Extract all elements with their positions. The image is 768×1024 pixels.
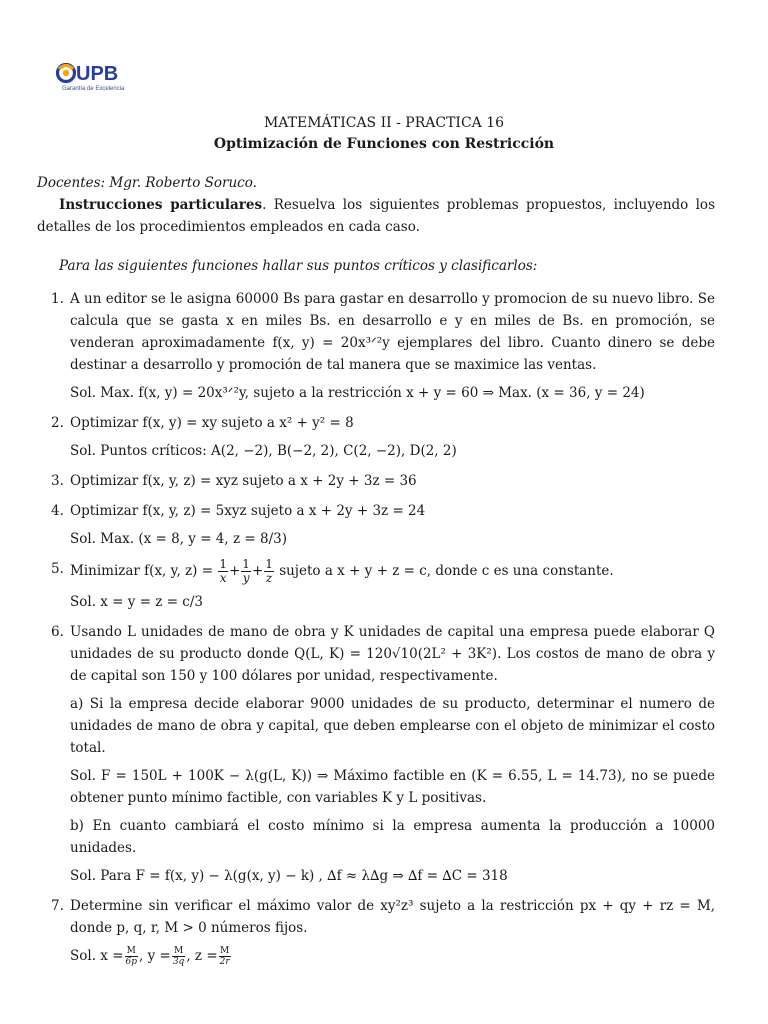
lead-instruction: Para las siguientes funciones hallar sus puntos críticos y clasificarlos: <box>59 258 538 274</box>
practice-subtitle: Optimización de Funciones con Restricción <box>213 136 555 152</box>
instructions-paragraph <box>37 194 715 238</box>
problem-solution: Sol. Max. f(x, y) = 20x³ᐟ²y, sujeto a la restricción x + y = 60 ⇒ Max. (x = 36, y = 24) <box>70 385 645 401</box>
fraction-1-over-y: $\frac{1}{y}$ <box>242 557 250 585</box>
solution-y: , y = <box>139 948 171 964</box>
fraction-1-over-z: $\frac{1}{z}$ <box>265 557 273 585</box>
problem-5 <box>37 558 715 613</box>
problem-number: 5. <box>51 561 64 577</box>
problem-solution <box>70 945 715 967</box>
fraction-m-over-2r: $\frac{M}{2r}$ <box>219 946 230 967</box>
problem-solution-b: Sol. Para F = f(x, y) − λ(g(x, y) − k) , ∆f ≈ λ∆g ⇒ ∆f = ∆C = 318 <box>70 868 508 884</box>
solution-label: Sol. <box>70 948 96 964</box>
problem-number: 3. <box>51 473 64 489</box>
problem-solution: Sol. Puntos críticos: A(2, −2), B(−2, 2), C(2, −2), D(2, 2) <box>70 443 457 459</box>
solution-z: , z = <box>186 948 218 964</box>
upb-logo-mark-icon <box>56 58 146 88</box>
problem-6 <box>37 621 715 887</box>
course-title: MATEMÁTICAS II - PRACTICA 16 <box>263 115 505 131</box>
fraction-m-over-3q: $\frac{M}{3q}$ <box>172 946 185 967</box>
problem-list <box>37 288 715 967</box>
problem-part-a: a) Si la empresa decide elaborar 9000 unidades de su producto, determinar el numero de unidades de mano de obra y capital, que deben emplearse con el objeto de minimizar el costo total. <box>70 696 715 756</box>
problem-3 <box>37 470 715 492</box>
problem-part-b: b) En cuanto cambiará el costo mínimo si la empresa aumenta la producción a 10000 unidades. <box>70 818 715 856</box>
statement-start: Minimizar f(x, y, z) = <box>70 563 214 579</box>
problem-number: 6. <box>51 624 64 640</box>
problem-number: 7. <box>51 898 64 914</box>
problem-statement: Determine sin verificar el máximo valor de xy²z³ sujeto a la restricción px + qy + rz = M, donde p, q, r, M > 0 números fijos. <box>70 898 715 936</box>
problem-statement: Optimizar f(x, y, z) = xyz sujeto a x + 2y + 3z = 36 <box>70 473 417 489</box>
problem-number: 4. <box>51 503 64 519</box>
problem-statement: Minimizar f(x, y, z) = $\frac{1}{x}$ + $\frac{1}{y}$ + $\frac{1}{z}$ sujeto a x + y + z = c, donde c es una constante. <box>70 557 614 585</box>
solution-x: x = <box>100 948 124 964</box>
problem-4 <box>37 500 715 550</box>
problem-solution: Sol. Max. (x = 8, y = 4, z = 8/3) <box>70 531 287 547</box>
fraction-1-over-x: $\frac{1}{x}$ <box>219 557 227 585</box>
problem-statement: Usando L unidades de mano de obra y K unidades de capital una empresa puede elaborar Q unidades de su producto donde Q(L, K) = 120√10(2L² + 3K²). Los costos de mano de obra y de capital son 150 y 100 dólares por unidad, respectivamente. <box>70 624 715 684</box>
instructions-text: . Resuelva los siguientes problemas propuestos, incluyendo los detalles de los procedimientos empleados en cada caso. <box>37 197 715 235</box>
problem-solution-a: Sol. F = 150L + 100K − λ(g(L, K)) ⇒ Máximo factible en (K = 6.55, L = 14.73), no se puede obtener punto mínimo factible, con variables K y L positivas. <box>70 768 715 806</box>
logo-wordmark: UPB <box>76 63 119 85</box>
problem-statement: Optimizar f(x, y) = xy sujeto a x² + y² = 8 <box>70 415 354 431</box>
problem-number: 1. <box>51 291 64 307</box>
problem-number: 2. <box>51 415 64 431</box>
docentes-line: Docentes: Mgr. Roberto Soruco. <box>37 175 257 191</box>
instructions-label: Instrucciones particulares <box>59 197 263 213</box>
problem-statement: A un editor se le asigna 60000 Bs para gastar en desarrollo y promocion de su nuevo libro. Se calcula que se gasta x en miles Bs. en desarrollo e y en miles de Bs. en promoción, se venderan aproximadamente f(x, y) = 20x³ᐟ²y ejemplares del libro. Cuanto dinero se debe destinar a desarrollo y promoción de tal manera que se maximice las ventas. <box>70 291 715 373</box>
logo-tagline: Garantía de Excelencia <box>62 86 125 92</box>
fraction-m-over-6p: $\frac{M}{6p}$ <box>125 946 138 967</box>
problem-solution: Sol. x = y = z = c/3 <box>70 594 204 610</box>
document-body <box>37 172 715 967</box>
problem-statement: Optimizar f(x, y, z) = 5xyz sujeto a x + 2y + 3z = 24 <box>70 503 426 519</box>
problem-2 <box>37 412 715 462</box>
statement-end: sujeto a x + y + z = c, donde c es una constante. <box>279 563 614 579</box>
problem-7 <box>37 895 715 967</box>
problem-1 <box>37 288 715 404</box>
